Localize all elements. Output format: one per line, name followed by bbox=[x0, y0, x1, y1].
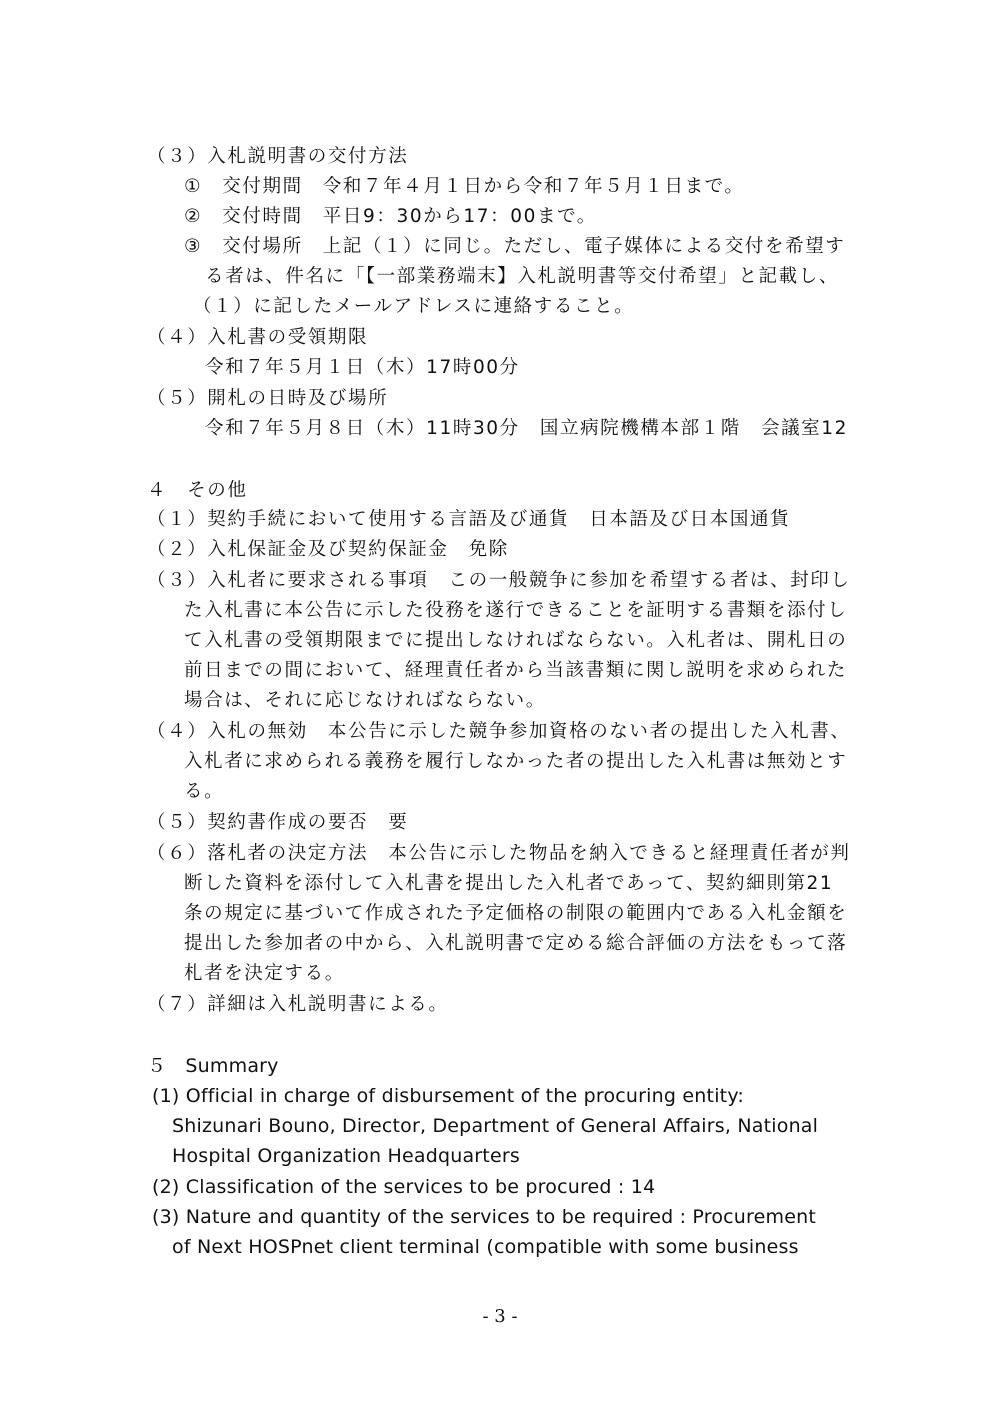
section4-item7: （７）詳細は入札説明書による。 bbox=[147, 994, 449, 1015]
section4-item3-line4: 前日までの間において、経理責任者から当該書類に関し説明を求められた bbox=[184, 660, 847, 681]
section4-item3-line3: て入札書の受領期限までに提出しなければならない。入札者は、開札日の bbox=[184, 630, 848, 651]
item5-value: 令和７年５月８日（木）11時30分 国立病院機構本部１階 会議室12 bbox=[205, 418, 849, 439]
section4-item4-line3: る。 bbox=[184, 781, 225, 802]
page-number: - 3 - bbox=[482, 1306, 518, 1327]
item3-sub2-hours: ② 交付時間 平日9：30から17：00まで。 bbox=[184, 206, 597, 227]
item3-sub3-place-line3: （１）に記したメールアドレスに連絡すること。 bbox=[193, 296, 635, 317]
section5-item2: (2) Classification of the services to be procured : 14 bbox=[152, 1176, 656, 1198]
section5-item3-line1: (3) Nature and quantity of the services to be required : Procurement bbox=[152, 1206, 817, 1228]
section4-item6-line1: （６）落札者の決定方法 本公告に示した物品を納入できると経理責任者が判 bbox=[147, 843, 851, 864]
section4-item3-line2: た入札書に本公告に示した役務を遂行できることを証明する書類を添付し bbox=[184, 600, 848, 621]
section5-heading: ５ Summary bbox=[147, 1055, 279, 1077]
section4-item3-line1: （３）入札者に要求される事項 この一般競争に参加を希望する者は、封印し bbox=[147, 570, 851, 591]
item3-heading: （３）入札説明書の交付方法 bbox=[147, 146, 409, 167]
section4-item1: （１）契約手続において使用する言語及び通貨 日本語及び日本国通貨 bbox=[147, 509, 791, 530]
section4-item6-line3: 条の規定に基づいて作成された予定価格の制限の範囲内である入札金額を bbox=[184, 903, 848, 924]
section5-item1-line1: (1) Official in charge of disbursement of the procuring entity: bbox=[152, 1085, 744, 1107]
item3-sub3-place-line1: ③ 交付場所 上記（１）に同じ。ただし、電子媒体による交付を希望す bbox=[184, 236, 846, 257]
item4-heading: （４）入札書の受領期限 bbox=[147, 327, 369, 348]
section5-item3-line2: of Next HOSPnet client terminal (compatible with some business bbox=[172, 1236, 799, 1258]
section4-item6-line5: 札者を決定する。 bbox=[184, 963, 345, 984]
section4-item6-line2: 断した資料を添付して入札書を提出した入札者であって、契約細則第21 bbox=[184, 873, 834, 894]
section4-item6-line4: 提出した参加者の中から、入札説明書で定める総合評価の方法をもって落 bbox=[184, 933, 848, 954]
section4-heading: ４ その他 bbox=[147, 480, 248, 501]
item3-sub1-period: ① 交付期間 令和７年４月１日から令和７年５月１日まで。 bbox=[184, 176, 745, 197]
section4-item4-line1: （４）入札の無効 本公告に示した競争参加資格のない者の提出した入札書、 bbox=[147, 721, 851, 742]
section4-item2: （２）入札保証金及び契約保証金 免除 bbox=[147, 539, 509, 560]
section4-item5: （５）契約書作成の要否 要 bbox=[147, 812, 409, 833]
section4-item4-line2: 入札者に求められる義務を履行しなかった者の提出した入札書は無効とす bbox=[184, 751, 848, 772]
item3-sub3-place-line2: る者は、件名に「【一部業務端末】入札説明書等交付希望」と記載し、 bbox=[205, 266, 839, 287]
section5-item1-line3: Hospital Organization Headquarters bbox=[172, 1145, 520, 1167]
item4-value: 令和７年５月１日（木）17時00分 bbox=[205, 357, 520, 378]
item5-heading: （５）開札の日時及び場所 bbox=[147, 388, 389, 409]
section4-item3-line5: 場合は、それに応じなければならない。 bbox=[184, 690, 546, 711]
section5-item1-line2: Shizunari Bouno, Director, Department of General Affairs, National bbox=[172, 1115, 819, 1137]
